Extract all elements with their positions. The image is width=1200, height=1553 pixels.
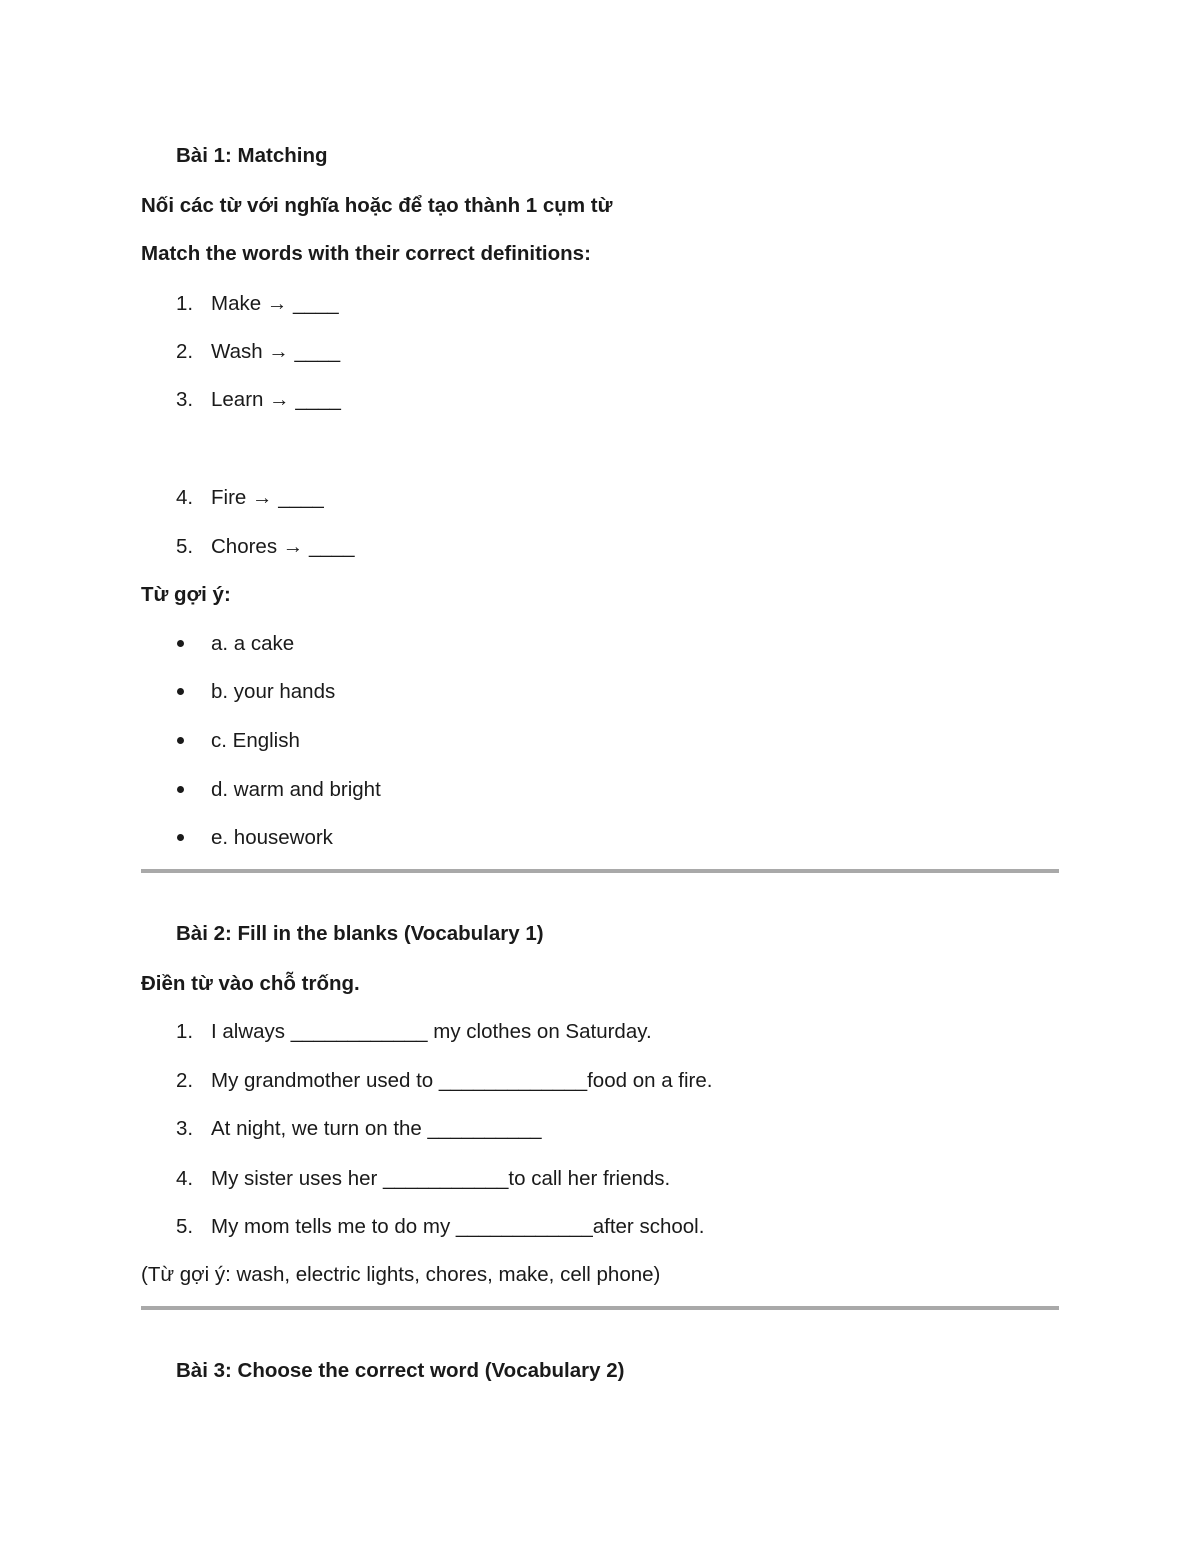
list-item: Wash → ____ xyxy=(211,340,341,363)
list-item-number: 3. xyxy=(176,1117,194,1140)
bullet-icon xyxy=(177,834,184,841)
bullet-icon xyxy=(177,737,184,744)
list-item-number: 1. xyxy=(176,292,194,315)
horizontal-divider xyxy=(141,1306,1059,1310)
list-item: I always ____________ my clothes on Saturday. xyxy=(211,1020,652,1043)
bullet-icon xyxy=(177,640,184,647)
list-item: My sister uses her ___________to call her friends. xyxy=(211,1167,671,1190)
bullet-icon xyxy=(177,688,184,695)
section1-title: Bài 1: Matching xyxy=(176,144,328,167)
list-item-number: 3. xyxy=(176,388,194,411)
section1-instruction-vi: Nối các từ với nghĩa hoặc để tạo thành 1 cụm từ xyxy=(141,194,613,217)
list-item-number: 2. xyxy=(176,1069,194,1092)
horizontal-divider xyxy=(141,869,1059,873)
list-item-number: 2. xyxy=(176,340,194,363)
list-item: Make → ____ xyxy=(211,292,339,315)
list-item-number: 1. xyxy=(176,1020,194,1043)
list-item: At night, we turn on the __________ xyxy=(211,1117,542,1140)
section3-title: Bài 3: Choose the correct word (Vocabulary 2) xyxy=(176,1359,625,1382)
list-item: e. housework xyxy=(211,826,333,849)
list-item-number: 4. xyxy=(176,1167,194,1190)
section2-hint: (Từ gợi ý: wash, electric lights, chores, make, cell phone) xyxy=(141,1263,661,1286)
list-item: c. English xyxy=(211,729,300,752)
section2-title: Bài 2: Fill in the blanks (Vocabulary 1) xyxy=(176,922,544,945)
list-item: b. your hands xyxy=(211,680,336,703)
list-item: Fire → ____ xyxy=(211,486,324,509)
section1-instruction-en: Match the words with their correct definitions: xyxy=(141,242,591,265)
list-item-number: 5. xyxy=(176,1215,194,1238)
list-item: My mom tells me to do my ____________after school. xyxy=(211,1215,705,1238)
list-item: Chores → ____ xyxy=(211,535,355,558)
list-item: d. warm and bright xyxy=(211,778,381,801)
list-item-number: 4. xyxy=(176,486,194,509)
list-item-number: 5. xyxy=(176,535,194,558)
list-item: a. a cake xyxy=(211,632,295,655)
bullet-icon xyxy=(177,786,184,793)
hint-label: Từ gợi ý: xyxy=(141,583,231,606)
list-item: Learn → ____ xyxy=(211,388,341,411)
list-item: My grandmother used to _____________food on a fire. xyxy=(211,1069,713,1092)
section2-instruction: Điền từ vào chỗ trống. xyxy=(141,972,360,995)
